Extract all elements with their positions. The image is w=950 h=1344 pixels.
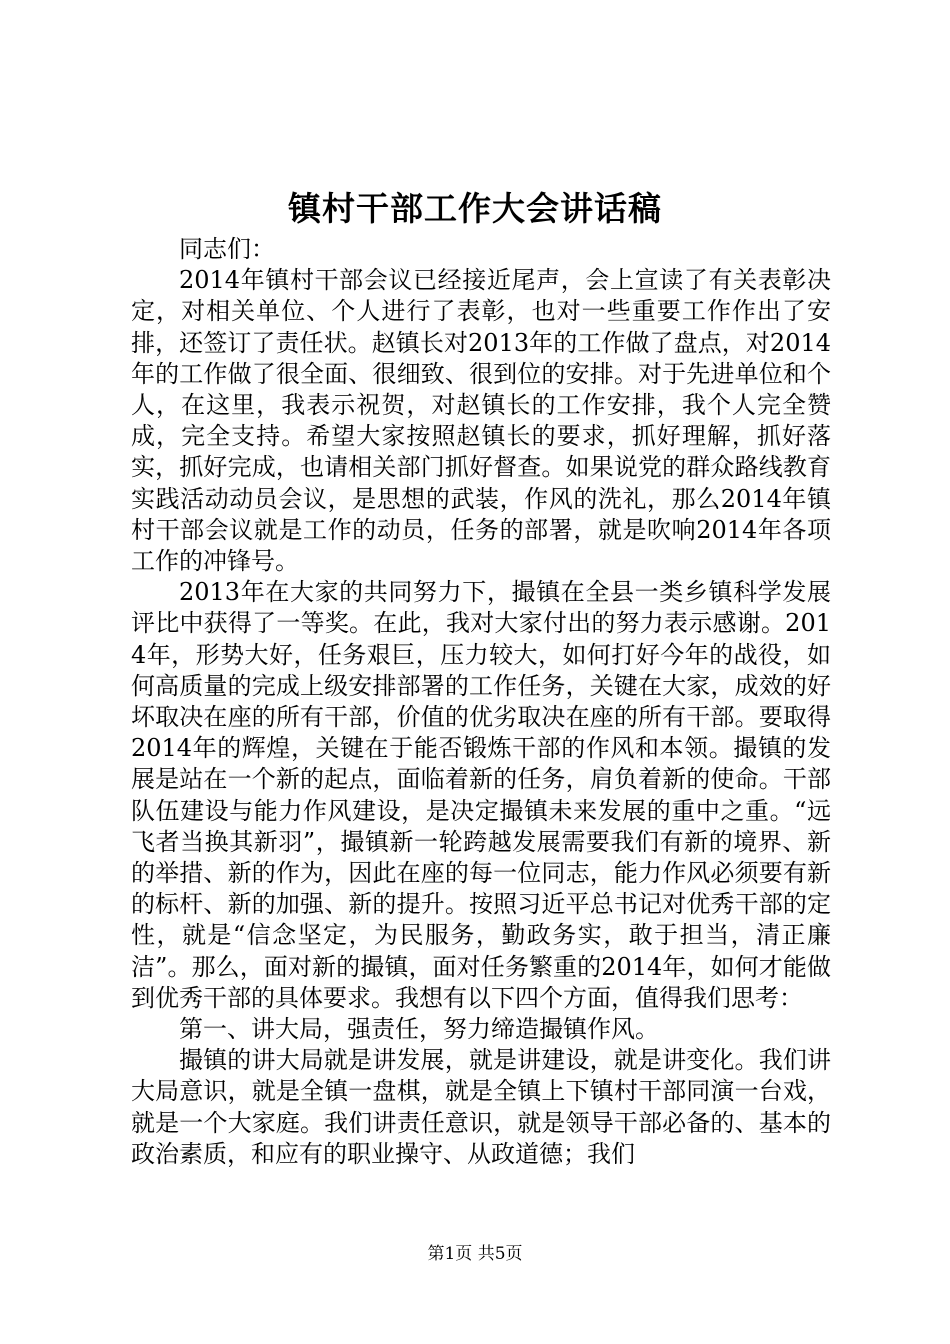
- body-paragraph: 2014年镇村干部会议已经接近尾声，会上宣读了有关表彰决定，对相关单位、个人进行了表彰，也对一些重要工作作出了安排，还签订了责任状。赵镇长对2013年的工作做了盘点，对2014年的工作做了很全面、很细致、很到位的安排。对于先进单位和个人，在这里，我表示祝贺，对赵镇长的工作安排，我个人完全赞成，完全支持。希望大家按照赵镇长的要求，抓好理解，抓好落实，抓好完成，也请相关部门抓好督查。如果说党的群众路线教育实践活动动员会议，是思想的武装，作风的洗礼，那么2014年镇村干部会议就是工作的动员，任务的部署，就是吹响2014年各项工作的冲锋号。: [131, 266, 831, 576]
- document-title: 镇村干部工作大会讲话稿: [288, 189, 662, 228]
- page-footer: 第1页 共5页: [427, 1244, 523, 1264]
- document-body: [131, 234, 831, 1170]
- body-paragraph: 2013年在大家的共同努力下，撮镇在全县一类乡镇科学发展评比中获得了一等奖。在此，我对大家付出的努力表示感谢。2014年，形势大好，任务艰巨，压力较大，如何打好今年的战役，如何高质量的完成上级安排部署的工作任务，关键在大家，成效的好坏取决在座的所有干部，价值的优劣取决在座的所有干部。要取得2014年的辉煌，关键在于能否锻炼干部的作风和本领。撮镇的发展是站在一个新的起点，面临着新的任务，肩负着新的使命。干部队伍建设与能力作风建设，是决定撮镇未来发展的重中之重。“远飞者当换其新羽”，撮镇新一轮跨越发展需要我们有新的境界、新的举措、新的作为，因此在座的每一位同志，能力作风必须要有新的标杆、新的加强、新的提升。按照习近平总书记对优秀干部的定性，就是“信念坚定，为民服务，勤政务实，敢于担当，清正廉洁”。那么，面对新的撮镇，面对任务繁重的2014年，如何才能做到优秀干部的具体要求。我想有以下四个方面，值得我们思考：: [131, 578, 831, 1012]
- body-paragraph: 撮镇的讲大局就是讲发展，就是讲建设，就是讲变化。我们讲大局意识，就是全镇一盘棋，就是全镇上下镇村干部同演一台戏，就是一个大家庭。我们讲责任意识，就是领导干部必备的、基本的政治素质，和应有的职业操守、从政道德；我们: [131, 1046, 831, 1168]
- section-heading: 第一、讲大局，强责任，努力缔造撮镇作风。: [179, 1015, 659, 1044]
- salutation: 同志们：: [179, 235, 275, 263]
